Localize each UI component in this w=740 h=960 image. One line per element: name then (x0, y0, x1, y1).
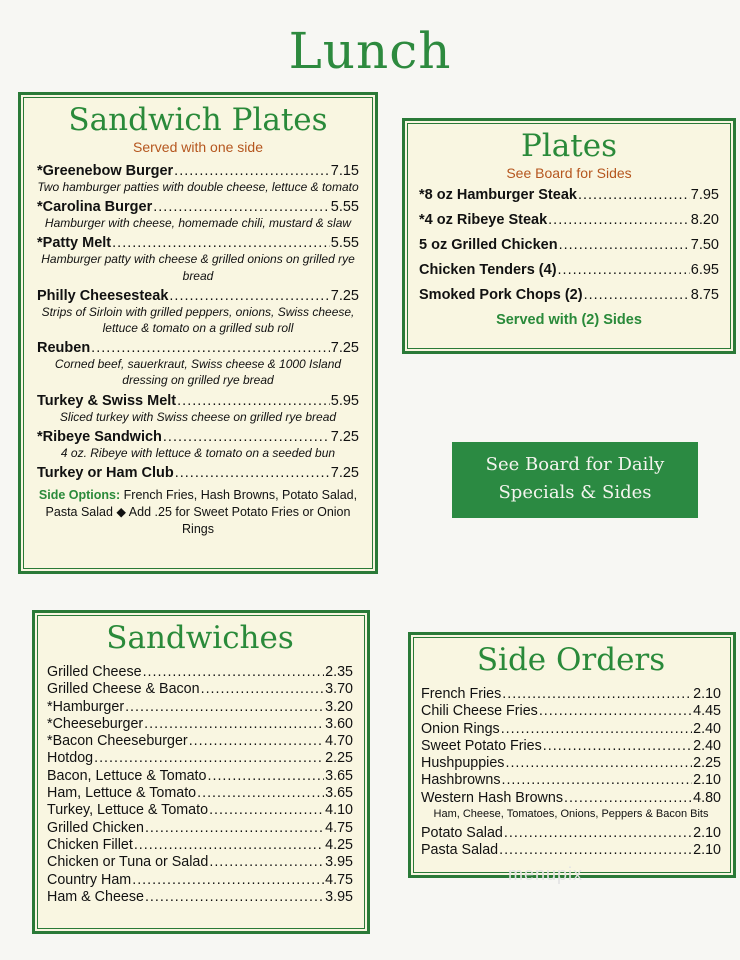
menu-item-price: 7.25 (330, 340, 359, 357)
menu-item-row (47, 716, 353, 732)
menu-item-row (421, 721, 721, 737)
menu-item-price: 3.65 (325, 767, 353, 784)
sandwiches-list (47, 664, 353, 905)
dot-leader (143, 664, 325, 680)
menu-item-row (47, 802, 353, 818)
menu-item-row (419, 287, 719, 303)
menu-item-row (47, 750, 353, 766)
menu-item-name: Western Hash Browns (421, 789, 563, 806)
daily-specials-banner (452, 442, 698, 518)
menu-item-name: *Carolina Burger (37, 199, 153, 216)
menu-item (47, 768, 353, 784)
menu-item-price: 2.10 (693, 772, 721, 789)
menu-item-price: 3.65 (325, 785, 353, 802)
menu-item-row (421, 825, 721, 841)
menu-item-price: 2.40 (693, 737, 721, 754)
menu-item-description: Hamburger patty with cheese & grilled onions on grilled rye bread (41, 252, 355, 283)
menu-item-price: 3.70 (325, 681, 353, 698)
menu-item-name: Reuben (37, 340, 91, 357)
dot-leader (558, 262, 690, 278)
menu-item-description: Ham, Cheese, Tomatoes, Onions, Peppers & Bacon Bits (433, 808, 709, 821)
menu-item-name: Hashbrowns (421, 772, 501, 789)
sandwich-plates-title: Sandwich Plates (68, 102, 328, 138)
dot-leader (94, 750, 324, 766)
dot-leader (209, 854, 324, 870)
menu-item (419, 187, 719, 203)
menu-item-price: 3.20 (325, 698, 353, 715)
menu-item (47, 802, 353, 818)
dot-leader (112, 235, 330, 251)
menu-item (47, 716, 353, 732)
menu-item-name: Hushpuppies (421, 755, 505, 772)
dot-leader (564, 790, 692, 806)
menu-item-name: Grilled Chicken (47, 819, 144, 836)
menu-item-row (37, 340, 359, 356)
side-orders-list (421, 686, 721, 858)
menu-item-row (37, 429, 359, 445)
menu-item (47, 699, 353, 715)
dot-leader (543, 738, 692, 754)
menu-item-name: *4 oz Ribeye Steak (419, 212, 548, 228)
dot-leader (559, 237, 690, 253)
menu-item-price: 6.95 (690, 262, 719, 278)
menu-item-price: 5.95 (330, 392, 359, 409)
menu-item-name: *Greenebow Burger (37, 163, 174, 179)
menu-item-price: 7.15 (330, 163, 359, 179)
menu-item (47, 750, 353, 766)
menu-item (47, 872, 353, 888)
menu-item-row (421, 790, 721, 806)
menu-item-name: Philly Cheesesteak (37, 287, 169, 304)
menu-item-description: Sliced turkey with Swiss cheese on grilled rye bread (59, 409, 337, 424)
plates-footer: Served with (2) Sides (496, 312, 642, 328)
menu-item-price: 3.95 (325, 854, 353, 871)
menu-item (421, 703, 721, 719)
menu-item-row (419, 262, 719, 278)
menu-item-price: 4.45 (693, 703, 721, 720)
menu-item-name: *Cheeseburger (47, 715, 144, 732)
menu-item (421, 738, 721, 754)
menu-item-row (419, 187, 719, 203)
menu-item-row (47, 854, 353, 870)
plates-title: Plates (521, 128, 617, 164)
menu-item-price: 2.25 (693, 755, 721, 772)
plates-subtitle: See Board for Sides (506, 165, 632, 181)
menu-item-price: 4.70 (325, 733, 353, 750)
menu-item-row (47, 768, 353, 784)
sandwich-plates-panel (18, 92, 378, 574)
menu-item-price: 5.55 (330, 235, 359, 252)
dot-leader (144, 716, 324, 732)
menu-item-price: 3.60 (325, 715, 353, 732)
menu-item (419, 287, 719, 303)
menu-item-row (37, 288, 359, 304)
dot-leader (134, 837, 324, 853)
dot-leader (501, 772, 692, 788)
menu-item-description: Strips of Sirloin with grilled peppers, onions, Swiss cheese, lettuce & tomato on a grilled sub roll (41, 304, 355, 335)
side-options-text-2: Pasta Salad ◆ Add .25 for Sweet Potato Fries or Onion Rings (45, 504, 351, 536)
menu-item-price: 3.95 (325, 888, 353, 905)
menu-item-name: Chicken or Tuna or Salad (47, 854, 209, 871)
menu-item (419, 262, 719, 278)
menu-item (421, 842, 721, 858)
menu-item-price: 2.40 (693, 720, 721, 737)
menu-item (37, 199, 359, 231)
menu-item-name: *Hamburger (47, 698, 125, 715)
menu-item-row (421, 686, 721, 702)
sandwiches-panel (32, 610, 370, 934)
dot-leader (163, 429, 330, 445)
plates-list (419, 187, 719, 303)
dot-leader (504, 825, 692, 841)
dot-leader (132, 872, 324, 888)
menu-item-price: 2.35 (325, 664, 353, 680)
sandwich-plates-list (37, 163, 359, 481)
menu-item-name: Hotdog (47, 750, 94, 767)
menu-item-price: 7.25 (330, 428, 359, 445)
menu-item (37, 429, 359, 461)
side-options-label: Side Options: (38, 487, 121, 502)
dot-leader (153, 199, 330, 215)
plates-panel (402, 118, 736, 354)
menu-item (421, 755, 721, 771)
menu-item-name: Chili Cheese Fries (421, 703, 538, 720)
dot-leader (578, 187, 690, 203)
menu-item (47, 854, 353, 870)
menu-item-row (421, 772, 721, 788)
menu-item-name: Bacon, Lettuce & Tomato (47, 767, 207, 784)
menu-item-name: *8 oz Hamburger Steak (419, 187, 577, 203)
menu-item-row (421, 738, 721, 754)
menu-item-name: *Bacon Cheeseburger (47, 733, 188, 750)
menu-item-row (47, 699, 353, 715)
menu-item (47, 785, 353, 801)
dot-leader (177, 393, 330, 409)
menu-item (47, 664, 353, 680)
sandwiches-title: Sandwiches (106, 620, 294, 656)
menu-item-row (47, 733, 353, 749)
menu-item-row (47, 820, 353, 836)
watermark: menupix (508, 864, 584, 884)
menu-item-price: 4.75 (325, 871, 353, 888)
menu-item-row (47, 837, 353, 853)
menu-item-name: *Ribeye Sandwich (37, 428, 162, 445)
menu-item-name: Pasta Salad (421, 842, 499, 859)
menu-item-price: 4.25 (325, 836, 353, 853)
menu-item (37, 340, 359, 388)
dot-leader (197, 785, 324, 801)
menu-item-name: Chicken Tenders (4) (419, 262, 557, 278)
dot-leader (169, 288, 329, 304)
menu-item-description: Hamburger with cheese, homemade chili, mustard & slaw (44, 216, 352, 231)
menu-item-row (47, 872, 353, 888)
menu-item-price: 8.75 (690, 287, 719, 303)
menu-item-name: French Fries (421, 686, 502, 702)
menu-item-name: Onion Rings (421, 720, 500, 737)
menu-item-row (419, 212, 719, 228)
menu-item-name: Turkey, Lettuce & Tomato (47, 802, 209, 819)
menu-item-price: 2.10 (693, 842, 721, 859)
menu-item-row (47, 681, 353, 697)
menu-item-row (47, 889, 353, 905)
menu-item-name: Country Ham (47, 871, 132, 888)
menu-item-name: Ham, Lettuce & Tomato (47, 785, 197, 802)
menu-item-name: Grilled Cheese (47, 664, 142, 680)
menu-item-price: 8.20 (690, 212, 719, 228)
dot-leader (208, 768, 325, 784)
dot-leader (502, 686, 692, 702)
menu-item (37, 235, 359, 283)
menu-item-row (37, 199, 359, 215)
banner-line-2: Specials & Sides (498, 481, 652, 503)
menu-item-price: 4.75 (325, 819, 353, 836)
menu-item-name: Sweet Potato Fries (421, 737, 542, 754)
dot-leader (209, 802, 324, 818)
menu-item (47, 889, 353, 905)
menu-item-row (37, 465, 359, 481)
menu-item-name: Grilled Cheese & Bacon (47, 681, 200, 698)
side-orders-title: Side Orders (476, 642, 666, 678)
dot-leader (499, 842, 692, 858)
menu-item-price: 7.50 (690, 237, 719, 253)
menu-item (37, 288, 359, 336)
menu-item (47, 733, 353, 749)
menu-item (421, 721, 721, 737)
menu-item-price: 4.80 (693, 789, 721, 806)
menu-item-price: 4.10 (325, 802, 353, 819)
menu-item (421, 686, 721, 702)
menu-item-name: 5 oz Grilled Chicken (419, 237, 558, 253)
menu-item (419, 212, 719, 228)
menu-item-name: *Patty Melt (37, 235, 112, 252)
banner-line-1: See Board for Daily (485, 454, 665, 475)
menu-item-price: 7.95 (690, 187, 719, 203)
side-options-text: French Fries, Hash Browns, Potato Salad, (123, 487, 358, 502)
menu-item-price: 5.55 (330, 199, 359, 216)
dot-leader (91, 340, 330, 356)
dot-leader (145, 889, 324, 905)
menu-item (47, 820, 353, 836)
dot-leader (189, 733, 324, 749)
menu-item (419, 237, 719, 253)
menu-item (421, 772, 721, 788)
menu-item-name: Turkey & Swiss Melt (37, 392, 177, 409)
dot-leader (145, 820, 324, 836)
menu-item-name: Potato Salad (421, 824, 503, 841)
menu-item-name: Turkey or Ham Club (37, 464, 174, 481)
menu-item-name: Smoked Pork Chops (2) (419, 287, 583, 303)
menu-item-price: 2.10 (693, 686, 721, 702)
side-orders-panel (408, 632, 736, 878)
menu-item-row (419, 237, 719, 253)
menu-item-row (47, 785, 353, 801)
menu-item (37, 393, 359, 425)
dot-leader (584, 287, 690, 303)
dot-leader (174, 163, 330, 179)
menu-item-description: Corned beef, sauerkraut, Swiss cheese & 1000 Island dressing on grilled rye bread (54, 357, 342, 388)
menu-item (37, 163, 359, 195)
menu-item (47, 837, 353, 853)
dot-leader (548, 212, 690, 228)
sandwich-plates-subtitle: Served with one side (133, 139, 263, 155)
menu-item-price: 2.10 (693, 824, 721, 841)
menu-item-name: Chicken Fillet (47, 836, 133, 853)
menu-item-row (421, 755, 721, 771)
side-options (37, 487, 359, 538)
menu-item-price: 2.25 (325, 750, 353, 767)
menu-item-row (421, 842, 721, 858)
dot-leader (501, 721, 692, 737)
dot-leader (505, 755, 692, 771)
menu-item-row (37, 163, 359, 179)
menu-item-row (37, 393, 359, 409)
menu-item-row (47, 664, 353, 680)
dot-leader (539, 703, 692, 719)
menu-item (421, 790, 721, 822)
menu-item-row (37, 235, 359, 251)
page-title: Lunch (288, 22, 452, 80)
dot-leader (175, 465, 330, 481)
menu-item-name: Ham & Cheese (47, 888, 144, 905)
menu-item-description: Two hamburger patties with double cheese, lettuce & tomato (37, 180, 359, 194)
menu-item (37, 465, 359, 481)
dot-leader (201, 681, 325, 697)
menu-item-row (421, 703, 721, 719)
menu-item-price: 7.25 (330, 287, 359, 304)
menu-item (47, 681, 353, 697)
menu-item-description: 4 oz. Ribeye with lettuce & tomato on a seeded bun (60, 445, 336, 460)
menu-item (421, 825, 721, 841)
menu-item-price: 7.25 (330, 464, 359, 481)
dot-leader (125, 699, 324, 715)
